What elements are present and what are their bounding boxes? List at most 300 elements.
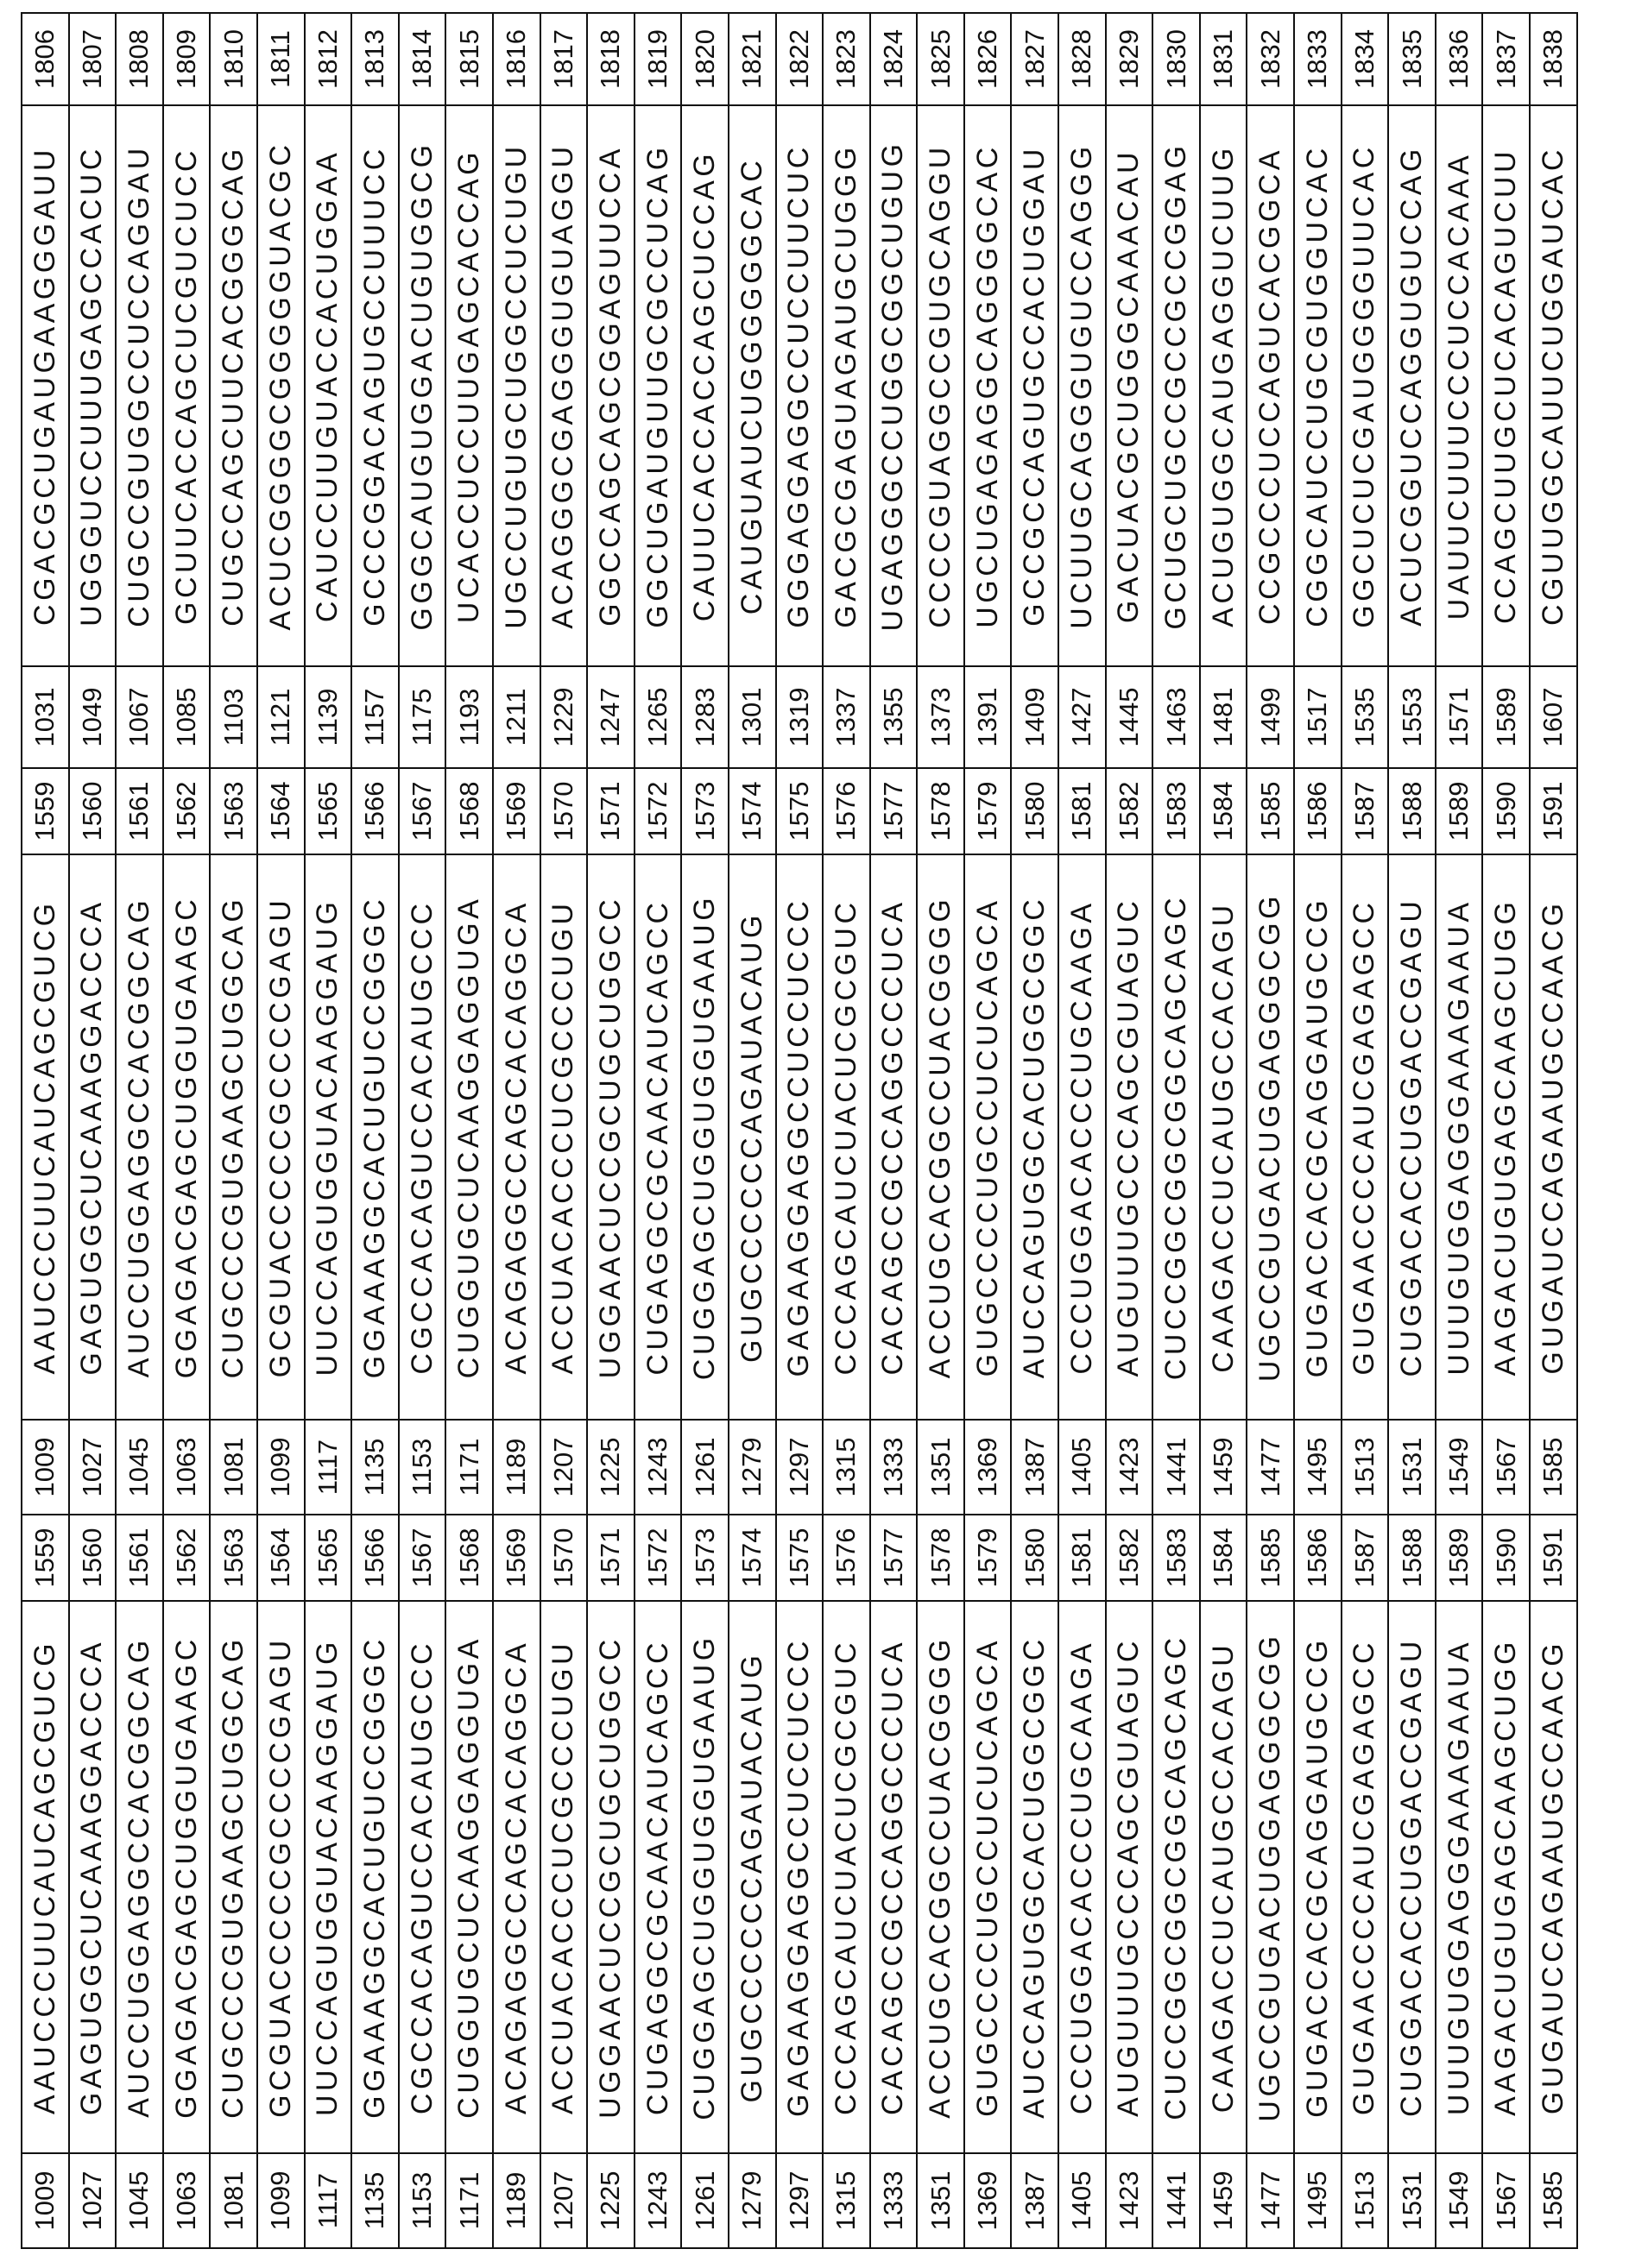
sequence-id-cell: 1827: [1011, 13, 1058, 105]
position-cell-repeat: 1405: [1058, 1420, 1106, 1515]
target-sequence-cell: CAUCCUUGUACCACUGGAA: [305, 105, 352, 666]
position-cell: 1261: [681, 2153, 729, 2248]
target-position-cell: 1229: [540, 666, 588, 768]
index-cell-repeat: 1573: [681, 768, 729, 854]
table-row: [305, 13, 352, 2248]
index-cell-repeat: 1581: [1058, 768, 1106, 854]
target-sequence-cell: GACGCGAGUAGAUGCUGGG: [823, 105, 870, 666]
position-cell: 1135: [351, 2153, 399, 2248]
target-sequence-cell: GGCUCUCGAUGGGGUUCAC: [1342, 105, 1389, 666]
sequence-cell: GUGACCACGCAGGAUGCCG: [1294, 1601, 1342, 2153]
position-cell: 1315: [823, 2153, 870, 2248]
index-cell: 1569: [493, 1515, 540, 1601]
index-cell-repeat: 1570: [540, 768, 588, 854]
index-cell-repeat: 1580: [1011, 768, 1058, 854]
sequence-cell-repeat: CUGGAGCUGGUGGUGAAUG: [681, 854, 729, 1420]
sequence-cell-repeat: CUGGACACCUGGACCGAGU: [1388, 854, 1436, 1420]
index-cell-repeat: 1563: [210, 768, 257, 854]
sequence-cell-repeat: CUGCCCGUGAAGCUGGCAG: [210, 854, 257, 1420]
index-cell-repeat: 1584: [1200, 768, 1247, 854]
sequence-cell-repeat: GUGCCCCCCAGAUACAUG: [729, 854, 776, 1420]
target-position-cell: 1481: [1200, 666, 1247, 768]
sequence-cell-repeat: UGGAACUCCGCUGCUGGCC: [587, 854, 635, 1420]
position-cell-repeat: 1567: [1482, 1420, 1530, 1515]
target-position-cell: 1193: [445, 666, 493, 768]
target-sequence-cell: GCUGCUGCCGCCGCCGGAG: [1152, 105, 1200, 666]
target-sequence-cell: CGGCAUCCUGCGUGGUCAC: [1294, 105, 1342, 666]
index-cell-repeat: 1571: [587, 768, 635, 854]
table-row: [1200, 13, 1247, 2248]
sequence-id-cell: 1836: [1436, 13, 1483, 105]
position-cell: 1351: [917, 2153, 964, 2248]
sequence-id-cell: 1807: [69, 13, 117, 105]
index-cell-repeat: 1572: [635, 768, 682, 854]
index-cell-repeat: 1588: [1388, 768, 1436, 854]
sequence-id-cell: 1812: [305, 13, 352, 105]
sequence-cell: CAAGACCUCAUGCCACAGU: [1200, 1601, 1247, 2153]
index-cell: 1568: [445, 1515, 493, 1601]
target-sequence-cell: CAUGUAUCUGGGGGGCAC: [729, 105, 776, 666]
position-cell: 1459: [1200, 2153, 1247, 2248]
sequence-cell-repeat: CUGAGGCGCAACAUCAGCC: [635, 854, 682, 1420]
sequence-cell-repeat: UUCCAGUGGUACAAGGAUG: [305, 854, 352, 1420]
target-position-cell: 1355: [870, 666, 918, 768]
index-cell: 1572: [635, 1515, 682, 1601]
position-cell: 1441: [1152, 2153, 1200, 2248]
target-position-cell: 1337: [823, 666, 870, 768]
table-row: [1152, 13, 1200, 2248]
sequence-id-cell: 1822: [776, 13, 824, 105]
sequence-cell: GUGCCCCUGCCUCUCAGCA: [964, 1601, 1012, 2153]
table-row: [729, 13, 776, 2248]
position-cell-repeat: 1243: [635, 1420, 682, 1515]
target-position-cell: 1391: [964, 666, 1012, 768]
sequence-cell: CGCCACAGUCCACAUGCCC: [399, 1601, 446, 2153]
position-cell: 1063: [163, 2153, 211, 2248]
position-cell-repeat: 1189: [493, 1420, 540, 1515]
target-position-cell: 1445: [1106, 666, 1153, 768]
sequence-cell-repeat: ACCUACACCCUCGCCCUGU: [540, 854, 588, 1420]
sequence-id-cell: 1810: [210, 13, 257, 105]
target-position-cell: 1247: [587, 666, 635, 768]
target-sequence-cell: UAUUCUUUCCCUCCACAAA: [1436, 105, 1483, 666]
sequence-id-cell: 1835: [1388, 13, 1436, 105]
sequence-cell: ACCUACACCCUCGCCCUGU: [540, 1601, 588, 2153]
sequence-id-cell: 1806: [22, 13, 69, 105]
index-cell: 1565: [305, 1515, 352, 1601]
sequence-id-cell: 1815: [445, 13, 493, 105]
index-cell-repeat: 1577: [870, 768, 918, 854]
target-sequence-cell: ACUCGGUCCAGGUGUCCAG: [1388, 105, 1436, 666]
sequence-cell: ACCUGCACGGCCUACGGGG: [917, 1601, 964, 2153]
index-cell-repeat: 1579: [964, 768, 1012, 854]
index-cell: 1567: [399, 1515, 446, 1601]
sequence-cell-repeat: CUCCGGCGGCGGCAGCAGC: [1152, 854, 1200, 1420]
target-position-cell: 1175: [399, 666, 446, 768]
index-cell-repeat: 1566: [351, 768, 399, 854]
sequence-cell-repeat: UUUGUGGAGGGAAAGAAUA: [1436, 854, 1483, 1420]
sequence-cell: UGCCGUGACUGGAGGGCGG: [1247, 1601, 1294, 2153]
sequence-cell: CUCCGGCGGCGGCAGCAGC: [1152, 1601, 1200, 2153]
target-sequence-cell: ACUCGGGGCGGGGGUACGC: [257, 105, 305, 666]
target-sequence-cell: GCCGCCAGUGCCACUGGAU: [1011, 105, 1058, 666]
sequence-cell-repeat: ACCUGCACGGCCUACGGGG: [917, 854, 964, 1420]
position-cell: 1513: [1342, 2153, 1389, 2248]
index-cell: 1576: [823, 1515, 870, 1601]
index-cell: 1575: [776, 1515, 824, 1601]
target-position-cell: 1535: [1342, 666, 1389, 768]
index-cell: 1588: [1388, 1515, 1436, 1601]
index-cell: 1560: [69, 1515, 117, 1601]
sequence-cell: GGAAAGGCACUGUCCGGGC: [351, 1601, 399, 2153]
table-row: [540, 13, 588, 2248]
position-cell: 1171: [445, 2153, 493, 2248]
position-cell: 1027: [69, 2153, 117, 2248]
position-cell-repeat: 1225: [587, 1420, 635, 1515]
index-cell: 1582: [1106, 1515, 1153, 1601]
sequence-cell: GUGAACCCCAUCGAGAGCC: [1342, 1601, 1389, 2153]
sequence-cell-repeat: GUGAACCCCAUCGAGAGCC: [1342, 854, 1389, 1420]
target-position-cell: 1049: [69, 666, 117, 768]
target-sequence-cell: CGACGCUGAUGAAGGGAUU: [22, 105, 69, 666]
index-cell: 1574: [729, 1515, 776, 1601]
sequence-cell-repeat: GUGCCCCUGCCUCUCAGCA: [964, 854, 1012, 1420]
table-row: [776, 13, 824, 2248]
target-sequence-cell: CAUUCACCACCAGCUCCAG: [681, 105, 729, 666]
sequence-id-cell: 1809: [163, 13, 211, 105]
sequence-cell-repeat: GUGAUCCAGAAUGCCAACG: [1530, 854, 1577, 1420]
sequence-cell-repeat: GGAGACGAGCUGGUGAAGC: [163, 854, 211, 1420]
position-cell-repeat: 1207: [540, 1420, 588, 1515]
index-cell-repeat: 1578: [917, 768, 964, 854]
target-sequence-cell: GGCCAGCAGCGGAGUUCCA: [587, 105, 635, 666]
table-row: [1058, 13, 1106, 2248]
sequence-id-cell: 1813: [351, 13, 399, 105]
target-position-cell: 1301: [729, 666, 776, 768]
sequence-id-cell: 1817: [540, 13, 588, 105]
sequence-id-cell: 1811: [257, 13, 305, 105]
sequence-cell: CACAGCCGCCAGGCCCUCA: [870, 1601, 918, 2153]
target-position-cell: 1499: [1247, 666, 1294, 768]
sequence-cell-repeat: UGCCGUGACUGGAGGGCGG: [1247, 854, 1294, 1420]
index-cell-repeat: 1564: [257, 768, 305, 854]
target-position-cell: 1103: [210, 666, 257, 768]
index-cell: 1561: [116, 1515, 163, 1601]
index-cell-repeat: 1586: [1294, 768, 1342, 854]
table-row: [870, 13, 918, 2248]
sequence-cell: GAGUGGCUCAAAGGACCCA: [69, 1601, 117, 2153]
sequence-cell-repeat: CCCAGCAUCUACUCGCGUC: [823, 854, 870, 1420]
target-position-cell: 1373: [917, 666, 964, 768]
position-cell: 1117: [305, 2153, 352, 2248]
position-cell-repeat: 1063: [163, 1420, 211, 1515]
target-position-cell: 1283: [681, 666, 729, 768]
table-row: [399, 13, 446, 2248]
target-position-cell: 1589: [1482, 666, 1530, 768]
sequence-cell: AAGACUGUGAGCAAGCUGG: [1482, 1601, 1530, 2153]
sequence-cell-repeat: AAGACUGUGAGCAAGCUGG: [1482, 854, 1530, 1420]
sequence-cell-repeat: AUCCAGUGGCACUGGCGGC: [1011, 854, 1058, 1420]
sequence-id-cell: 1834: [1342, 13, 1389, 105]
index-cell-repeat: 1587: [1342, 768, 1389, 854]
index-cell-repeat: 1589: [1436, 768, 1483, 854]
sequence-cell: GUGCCCCCCAGAUACAUG: [729, 1601, 776, 2153]
index-cell: 1559: [22, 1515, 69, 1601]
table-row: [1247, 13, 1294, 2248]
table-row: [1106, 13, 1153, 2248]
target-position-cell: 1067: [116, 666, 163, 768]
sequence-id-cell: 1829: [1106, 13, 1153, 105]
position-cell-repeat: 1513: [1342, 1420, 1389, 1515]
target-position-cell: 1139: [305, 666, 352, 768]
sequence-cell: CUGGUGCUCAAGGAGGUGA: [445, 1601, 493, 2153]
target-sequence-cell: UGCCUGUGCUGGCCUCUGU: [493, 105, 540, 666]
index-cell: 1571: [587, 1515, 635, 1601]
target-sequence-cell: GGCUGAUGUUGCGCCUCAG: [635, 105, 682, 666]
sequence-id-cell: 1818: [587, 13, 635, 105]
index-cell: 1589: [1436, 1515, 1483, 1601]
position-cell: 1297: [776, 2153, 824, 2248]
sequence-id-cell: 1823: [823, 13, 870, 105]
sequence-cell-repeat: ACAGAGGCCAGCACAGGCA: [493, 854, 540, 1420]
index-cell-repeat: 1582: [1106, 768, 1153, 854]
position-cell-repeat: 1315: [823, 1420, 870, 1515]
position-cell-repeat: 1351: [917, 1420, 964, 1515]
index-cell: 1570: [540, 1515, 588, 1601]
sequence-id-cell: 1824: [870, 13, 918, 105]
sequence-cell: ACAGAGGCCAGCACAGGCA: [493, 1601, 540, 2153]
sequence-cell: UGGAACUCCGCUGCUGGCC: [587, 1601, 635, 2153]
position-cell-repeat: 1099: [257, 1420, 305, 1515]
sequence-cell: AAUCCCUUCAUCAGCGUCG: [22, 1601, 69, 2153]
target-sequence-cell: UGAGGGCCUGGCGGCUGUG: [870, 105, 918, 666]
target-position-cell: 1607: [1530, 666, 1577, 768]
position-cell-repeat: 1081: [210, 1420, 257, 1515]
target-sequence-cell: GCCCGGACAGUGCCUUUCC: [351, 105, 399, 666]
index-cell-repeat: 1591: [1530, 768, 1577, 854]
position-cell: 1225: [587, 2153, 635, 2248]
sequence-cell-repeat: GGAAAGGCACUGUCCGGGC: [351, 854, 399, 1420]
sequence-id-cell: 1833: [1294, 13, 1342, 105]
position-cell-repeat: 1261: [681, 1420, 729, 1515]
table-row: [964, 13, 1012, 2248]
index-cell-repeat: 1590: [1482, 768, 1530, 854]
table-row: [445, 13, 493, 2248]
position-cell: 1585: [1530, 2153, 1577, 2248]
index-cell: 1579: [964, 1515, 1012, 1601]
table-row: [1294, 13, 1342, 2248]
sequence-cell-repeat: CGCCACAGUCCACAUGCCC: [399, 854, 446, 1420]
sequence-cell: AUCCUGGAGGCCACGGCAG: [116, 1601, 163, 2153]
sequence-id-cell: 1832: [1247, 13, 1294, 105]
target-position-cell: 1517: [1294, 666, 1342, 768]
target-position-cell: 1571: [1436, 666, 1483, 768]
target-position-cell: 1085: [163, 666, 211, 768]
sequence-id-cell: 1828: [1058, 13, 1106, 105]
sequence-cell-repeat: CUGGUGCUCAAGGAGGUGA: [445, 854, 493, 1420]
target-position-cell: 1157: [351, 666, 399, 768]
sequence-cell: AUCCAGUGGCACUGGCGGC: [1011, 1601, 1058, 2153]
position-cell-repeat: 1279: [729, 1420, 776, 1515]
sequence-cell: CUGGACACCUGGACCGAGU: [1388, 1601, 1436, 2153]
index-cell-repeat: 1576: [823, 768, 870, 854]
position-cell: 1333: [870, 2153, 918, 2248]
index-cell: 1583: [1152, 1515, 1200, 1601]
index-cell: 1578: [917, 1515, 964, 1601]
position-cell: 1099: [257, 2153, 305, 2248]
position-cell: 1423: [1106, 2153, 1153, 2248]
table-row: [493, 13, 540, 2248]
position-cell-repeat: 1549: [1436, 1420, 1483, 1515]
table-row: [1436, 13, 1483, 2248]
index-cell-repeat: 1565: [305, 768, 352, 854]
index-cell: 1564: [257, 1515, 305, 1601]
sequence-id-cell: 1819: [635, 13, 682, 105]
target-sequence-cell: CGUUGGCAUUCUGGAUCAC: [1530, 105, 1577, 666]
target-sequence-cell: GGGAGGAGGCCUCCUUCUC: [776, 105, 824, 666]
target-position-cell: 1319: [776, 666, 824, 768]
position-cell: 1405: [1058, 2153, 1106, 2248]
index-cell: 1573: [681, 1515, 729, 1601]
sequence-cell: CCCAGCAUCUACUCGCGUC: [823, 1601, 870, 2153]
target-sequence-cell: CCAGCUUGCUCACAGUCUU: [1482, 105, 1530, 666]
sequence-cell-repeat: CACAGCCGCCAGGCCCUCA: [870, 854, 918, 1420]
position-cell-repeat: 1045: [116, 1420, 163, 1515]
sequence-cell: AUGUUUGCCCAGCGUAGUC: [1106, 1601, 1153, 2153]
table-row: [257, 13, 305, 2248]
index-cell: 1577: [870, 1515, 918, 1601]
position-cell-repeat: 1117: [305, 1420, 352, 1515]
index-cell: 1562: [163, 1515, 211, 1601]
index-cell-repeat: 1567: [399, 768, 446, 854]
index-cell-repeat: 1562: [163, 768, 211, 854]
target-position-cell: 1409: [1011, 666, 1058, 768]
sequence-id-cell: 1821: [729, 13, 776, 105]
target-position-cell: 1031: [22, 666, 69, 768]
sequence-cell: UUCCAGUGGUACAAGGAUG: [305, 1601, 352, 2153]
sequence-cell-repeat: CAAGACCUCAUGCCACAGU: [1200, 854, 1247, 1420]
position-cell: 1369: [964, 2153, 1012, 2248]
position-cell-repeat: 1297: [776, 1420, 824, 1515]
sequence-cell-repeat: GUGACCACGCAGGAUGCCG: [1294, 854, 1342, 1420]
position-cell: 1045: [116, 2153, 163, 2248]
position-cell: 1567: [1482, 2153, 1530, 2248]
target-position-cell: 1427: [1058, 666, 1106, 768]
position-cell-repeat: 1585: [1530, 1420, 1577, 1515]
table-row: [69, 13, 117, 2248]
sequence-cell-repeat: AUGUUUGCCCAGCGUAGUC: [1106, 854, 1153, 1420]
table-row: [116, 13, 163, 2248]
sequence-id-cell: 1820: [681, 13, 729, 105]
sequence-cell: UUUGUGGAGGGAAAGAAUA: [1436, 1601, 1483, 2153]
index-cell: 1585: [1247, 1515, 1294, 1601]
target-sequence-cell: UCACCUCCUUGAGCACCAG: [445, 105, 493, 666]
position-cell: 1081: [210, 2153, 257, 2248]
target-sequence-cell: CCCCGUAGGCCGUGCAGGU: [917, 105, 964, 666]
target-sequence-cell: UCUUGCAGGGUGUCCAGGG: [1058, 105, 1106, 666]
position-cell-repeat: 1153: [399, 1420, 446, 1515]
position-cell: 1549: [1436, 2153, 1483, 2248]
index-cell: 1586: [1294, 1515, 1342, 1601]
sequence-cell-repeat: GAGUGGCUCAAAGGACCCA: [69, 854, 117, 1420]
position-cell-repeat: 1531: [1388, 1420, 1436, 1515]
sequence-cell: CUGGAGCUGGUGGUGAAUG: [681, 1601, 729, 2153]
table-row: [1011, 13, 1058, 2248]
position-cell-repeat: 1441: [1152, 1420, 1200, 1515]
position-cell-repeat: 1387: [1011, 1420, 1058, 1515]
target-sequence-cell: CCGCCCUCCAGUCACGGCA: [1247, 105, 1294, 666]
index-cell-repeat: 1560: [69, 768, 117, 854]
target-position-cell: 1553: [1388, 666, 1436, 768]
position-cell: 1477: [1247, 2153, 1294, 2248]
sequence-id-cell: 1808: [116, 13, 163, 105]
index-cell: 1566: [351, 1515, 399, 1601]
position-cell-repeat: 1027: [69, 1420, 117, 1515]
sequence-table: [21, 12, 1578, 2249]
table-row: [1482, 13, 1530, 2248]
position-cell-repeat: 1135: [351, 1420, 399, 1515]
position-cell: 1495: [1294, 2153, 1342, 2248]
target-sequence-cell: ACAGGGCGAGGGUGUAGGU: [540, 105, 588, 666]
position-cell-repeat: 1495: [1294, 1420, 1342, 1515]
index-cell: 1591: [1530, 1515, 1577, 1601]
table-row: [22, 13, 69, 2248]
sequence-id-cell: 1838: [1530, 13, 1577, 105]
target-sequence-cell: GCUUCACCAGCUCGUCUCC: [163, 105, 211, 666]
table-row: [635, 13, 682, 2248]
table-row: [1388, 13, 1436, 2248]
position-cell: 1279: [729, 2153, 776, 2248]
position-cell: 1531: [1388, 2153, 1436, 2248]
sequence-cell-repeat: AUCCUGGAGGCCACGGCAG: [116, 854, 163, 1420]
table-row: [1342, 13, 1389, 2248]
sequence-cell: CUGCCCGUGAAGCUGGCAG: [210, 1601, 257, 2153]
target-position-cell: 1265: [635, 666, 682, 768]
table-row: [351, 13, 399, 2248]
target-sequence-cell: CUGCCGUGGCCUCCAGGAU: [116, 105, 163, 666]
target-sequence-cell: CUGCCAGCUUCACGGGCAG: [210, 105, 257, 666]
table-row: [587, 13, 635, 2248]
sequence-cell-repeat: GCGUACCCCCGCCCCGAGU: [257, 854, 305, 1420]
target-sequence-cell: ACUGUGGCAUGAGGUCUUG: [1200, 105, 1247, 666]
table-row: [681, 13, 729, 2248]
index-cell-repeat: 1559: [22, 768, 69, 854]
target-sequence-cell: GACUACGCUGGGCAAACAU: [1106, 105, 1153, 666]
index-cell-repeat: 1568: [445, 768, 493, 854]
table-row: [917, 13, 964, 2248]
rotated-sequence-table-container: [21, 14, 1629, 2249]
sequence-cell-repeat: GAGAAGGAGGCCUCCUCCC: [776, 854, 824, 1420]
position-cell-repeat: 1477: [1247, 1420, 1294, 1515]
sequence-id-cell: 1816: [493, 13, 540, 105]
sequence-cell: GGAGACGAGCUGGUGAAGC: [163, 1601, 211, 2153]
sequence-cell-repeat: CCCUGGACACCCUGCAAGA: [1058, 854, 1106, 1420]
position-cell-repeat: 1423: [1106, 1420, 1153, 1515]
index-cell-repeat: 1575: [776, 768, 824, 854]
position-cell-repeat: 1459: [1200, 1420, 1247, 1515]
position-cell: 1207: [540, 2153, 588, 2248]
sequence-id-cell: 1825: [917, 13, 964, 105]
sequence-id-cell: 1826: [964, 13, 1012, 105]
index-cell: 1563: [210, 1515, 257, 1601]
position-cell: 1189: [493, 2153, 540, 2248]
index-cell-repeat: 1574: [729, 768, 776, 854]
sequence-id-cell: 1831: [1200, 13, 1247, 105]
index-cell: 1590: [1482, 1515, 1530, 1601]
sequence-id-cell: 1830: [1152, 13, 1200, 105]
index-cell-repeat: 1569: [493, 768, 540, 854]
table-row: [163, 13, 211, 2248]
